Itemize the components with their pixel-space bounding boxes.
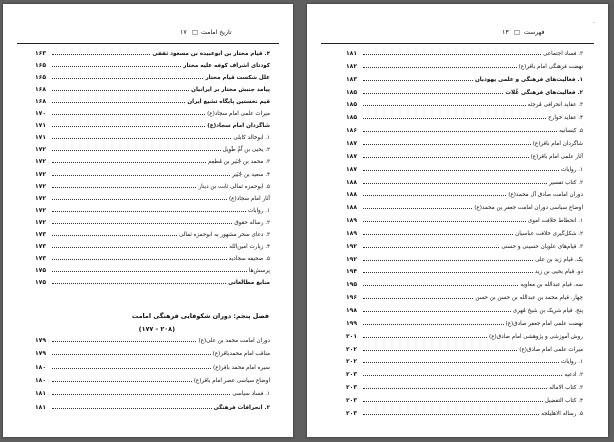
toc-entry bbox=[35, 168, 270, 178]
left-page bbox=[3, 4, 293, 437]
toc-entry bbox=[346, 343, 583, 353]
toc-entry-title: نهضت فرهنگی امام باقر(ع) bbox=[518, 63, 583, 70]
toc-entry bbox=[346, 330, 583, 340]
toc-page-number: ۱۶۸ bbox=[35, 86, 46, 94]
toc-page-number: ۱۸۸ bbox=[346, 191, 357, 199]
dot-leader bbox=[363, 311, 511, 312]
toc-entry bbox=[346, 317, 583, 327]
dot-leader bbox=[52, 283, 226, 284]
toc-entry-title: شاگردان امام باقر(ع) bbox=[532, 140, 583, 147]
toc-entry bbox=[35, 47, 270, 57]
toc-entry bbox=[35, 192, 270, 202]
dot-leader bbox=[363, 234, 513, 235]
right-page bbox=[307, 4, 608, 437]
dot-leader bbox=[52, 354, 211, 355]
toc-page-number: ۱۸۷ bbox=[346, 139, 357, 147]
toc-entry bbox=[346, 304, 583, 314]
page-header bbox=[17, 29, 279, 41]
toc-page-number: ۱۸۹ bbox=[346, 229, 357, 237]
toc-entry-title: ۴. کتاب التفضیل bbox=[544, 397, 583, 404]
toc-page-number: ۱۸۲ bbox=[346, 62, 357, 70]
toc-entry-title: مناقب امام محمدباقر(ع) bbox=[212, 351, 270, 358]
toc-page-number: ۱۶۳ bbox=[35, 50, 46, 57]
toc-page-number: ۱۷۲ bbox=[35, 182, 46, 190]
toc-entry bbox=[346, 394, 583, 404]
toc-entry bbox=[35, 143, 270, 153]
toc-entry bbox=[35, 180, 270, 190]
toc-page-number: ۱۸۵ bbox=[346, 114, 357, 122]
toc-entry bbox=[346, 137, 583, 147]
toc-entry bbox=[346, 355, 583, 365]
toc-page-number: ۱۷۵ bbox=[35, 266, 46, 274]
header-rule bbox=[17, 43, 279, 44]
toc-entry bbox=[35, 59, 270, 69]
toc-entry bbox=[346, 381, 583, 391]
dot-leader bbox=[52, 126, 205, 127]
toc-entry-title: ۳. عقاید انحرافی مُرجئه bbox=[527, 102, 583, 109]
toc-entry-title: ۴. عقاید خوارج bbox=[548, 115, 583, 122]
toc-entry bbox=[35, 204, 270, 214]
dot-leader bbox=[52, 381, 192, 382]
toc-page-number: ۱۶۵ bbox=[35, 74, 46, 82]
toc-entry-title: ۲. یحیی بن اُمِّ طَوِیل bbox=[222, 147, 270, 154]
toc-page-number: ۲۰۲ bbox=[346, 345, 357, 353]
dot-leader bbox=[52, 175, 230, 176]
toc-entry-title: ۴. سعید بن جُبَیر bbox=[232, 171, 270, 178]
toc-entry-title: ۱. فعالیت‌های فرهنگی و علمی یهودیان bbox=[475, 76, 583, 83]
dot-leader bbox=[363, 118, 546, 119]
toc-entry-title: ۲. انحرافات فرهنگی bbox=[213, 404, 270, 411]
toc-page-number: ۱۸۶ bbox=[346, 127, 357, 135]
toc-page-number: ۱۷۱ bbox=[35, 134, 46, 142]
toc-entry-title: ۲. ادعیه bbox=[564, 372, 583, 379]
toc-page-number: ۲۰۲ bbox=[346, 358, 357, 366]
toc-entry-title: منابع مطالعاتی bbox=[228, 279, 270, 286]
toc-entry-title: ۲. رساله حقوق bbox=[234, 219, 270, 226]
toc-entry bbox=[35, 131, 270, 141]
toc-entry-title: ۱. روایات bbox=[560, 359, 583, 366]
dot-leader bbox=[363, 260, 533, 261]
toc-page-number: ۱۷۲ bbox=[35, 194, 46, 202]
toc-page-number: ۱۹۴ bbox=[346, 268, 357, 276]
dot-leader bbox=[52, 199, 227, 200]
header-square-icon: □ bbox=[192, 29, 198, 36]
dot-leader bbox=[363, 105, 526, 106]
toc-entry-title: آثار امام سجاد(ع) bbox=[229, 195, 270, 202]
dot-leader bbox=[52, 408, 212, 409]
dot-leader bbox=[52, 138, 231, 139]
toc-entry bbox=[346, 214, 583, 224]
dot-leader bbox=[363, 144, 531, 145]
toc-entry bbox=[346, 253, 583, 263]
toc-page-number: ۱۸۸ bbox=[346, 178, 357, 186]
toc-entry-title: پرسش‌ها bbox=[248, 267, 270, 274]
toc-page-number: ۱۸۳ bbox=[346, 75, 357, 83]
toc-entry-title: ۲. کتاب تفسیر bbox=[549, 179, 583, 186]
toc-entry-title: یک. قیام زید بن علی bbox=[535, 256, 583, 263]
toc-entry bbox=[346, 368, 583, 378]
dot-leader bbox=[52, 259, 227, 260]
page-mark: · bbox=[593, 20, 595, 27]
toc-entry-title: دو. قیام یحیی بن زید bbox=[534, 269, 583, 276]
toc-entry bbox=[346, 240, 583, 250]
toc-page-number: ۱۹۶ bbox=[346, 294, 357, 302]
toc-entry-title: ۱. ابوخالد کابلی bbox=[233, 135, 270, 142]
toc-entry-title: ۵. کیسانیه bbox=[559, 128, 583, 135]
toc-entry bbox=[35, 155, 270, 165]
dot-leader bbox=[363, 401, 543, 402]
toc-page-number: ۲۰۳ bbox=[346, 384, 357, 392]
toc-entry bbox=[346, 111, 583, 121]
header-page-number: ۱۳ bbox=[502, 29, 509, 36]
toc-page-number: ۱۷۲ bbox=[35, 158, 46, 166]
toc-page-number: ۲۰۳ bbox=[346, 396, 357, 404]
dot-leader bbox=[363, 247, 499, 248]
toc-entry-title: ۳. قیام‌های علویان حسینی و حسنی bbox=[501, 243, 583, 250]
toc-entry bbox=[346, 188, 583, 198]
toc-entry-title: نهضت علمی امام جعفر صادق(ع) bbox=[505, 320, 583, 327]
toc-page-number: ۱۷۱ bbox=[35, 122, 46, 130]
header-square-icon: □ bbox=[514, 29, 520, 36]
toc-entry bbox=[346, 265, 583, 275]
toc-entry-title: کودتای اشراف کوفه علیه مختار bbox=[183, 63, 270, 70]
toc-entry bbox=[35, 240, 270, 250]
dot-leader bbox=[363, 350, 517, 351]
toc-entry bbox=[346, 86, 583, 96]
toc-page-number: ۱۹۸ bbox=[346, 307, 357, 314]
toc-entry-title: اوضاع سیاسی عصر امام باقر(ع) bbox=[193, 377, 270, 384]
toc-entry-title: علل شکست قیام مختار bbox=[205, 75, 270, 82]
toc-entry bbox=[35, 71, 270, 81]
toc-entry bbox=[35, 95, 270, 105]
toc-entry-title: ۵. صحیفه سجادیه bbox=[228, 255, 270, 262]
dot-leader bbox=[363, 183, 547, 184]
dot-leader bbox=[363, 221, 526, 222]
toc-page-number: ۱۸۵ bbox=[346, 88, 357, 96]
toc-entry-title: ۵. رساله الاهلیلجه bbox=[541, 410, 583, 417]
toc-entry-title: دوران امامت صادق آل محمد(ع) bbox=[508, 192, 583, 199]
toc-entry-title: میراث علمی امام سجاد(ع) bbox=[207, 111, 270, 118]
dot-leader bbox=[52, 66, 181, 67]
dot-leader bbox=[52, 247, 227, 248]
dot-leader bbox=[363, 272, 533, 273]
dot-leader bbox=[52, 341, 196, 342]
page-header bbox=[321, 29, 594, 41]
toc-entry-title: دوران امامت محمد بن علی(ع) bbox=[198, 338, 270, 344]
dot-leader bbox=[363, 285, 518, 286]
toc-page-number: ۱۹۵ bbox=[346, 281, 357, 289]
dot-leader bbox=[52, 54, 150, 55]
toc-entry bbox=[346, 60, 583, 70]
toc-page-number: ۱۷۰ bbox=[35, 110, 46, 118]
toc-entry bbox=[346, 407, 583, 417]
dot-leader bbox=[52, 114, 205, 115]
toc-entry bbox=[346, 291, 583, 301]
dot-leader bbox=[363, 337, 487, 338]
toc-entry bbox=[35, 252, 270, 262]
toc-page-number: ۱۷۲ bbox=[35, 146, 46, 154]
toc-page-number: ۱۸۱ bbox=[35, 403, 46, 411]
dot-leader bbox=[363, 131, 557, 132]
dot-leader bbox=[52, 162, 206, 163]
dot-leader bbox=[52, 368, 211, 369]
dot-leader bbox=[363, 388, 547, 389]
toc-entry-title: سیره امام محمد باقر(ع) bbox=[213, 364, 270, 371]
dot-leader bbox=[52, 271, 247, 272]
toc-entry bbox=[35, 216, 270, 226]
dot-leader bbox=[363, 208, 472, 209]
toc-entry-title: ۵. ابوحمزه ثمالی ثابت بن دینار bbox=[198, 183, 270, 190]
toc-page-number: ۱۸۰ bbox=[35, 363, 46, 371]
toc-entry-title: ۳. دعای سحر مشهور به ابوحمزه ثمالی bbox=[178, 231, 270, 238]
dot-leader bbox=[52, 187, 196, 188]
toc-page-number: ۱۸۷ bbox=[346, 165, 357, 173]
toc-page-number: ۲۰۳ bbox=[346, 371, 357, 379]
toc-page-number: ۱۷۳ bbox=[35, 242, 46, 250]
toc-page-number: ۱۹۲ bbox=[346, 255, 357, 263]
dot-leader bbox=[363, 67, 517, 68]
toc-entry-title: ۴. زیارت امین‌الله bbox=[229, 243, 270, 250]
toc-entry-title: ۳. فساد اجتماعی bbox=[543, 51, 583, 57]
toc-entry-title: چهار. قیام محمد بن عبدالله بن حسن بن حسن bbox=[475, 295, 583, 302]
toc-page-number: ۱۶۵ bbox=[35, 62, 46, 70]
toc-entry bbox=[35, 347, 270, 357]
toc-entry bbox=[35, 119, 270, 129]
toc-entry-title: قیم نخستین پایگاه تشیع ایران bbox=[187, 99, 270, 106]
toc-entry bbox=[346, 227, 583, 237]
toc-page-number: ۲۰۱ bbox=[346, 332, 357, 340]
header-title: فهرست bbox=[524, 29, 545, 36]
toc-entry bbox=[346, 73, 583, 83]
toc-page-number: ۱۷۲ bbox=[35, 218, 46, 226]
dot-leader bbox=[363, 375, 562, 376]
dot-leader bbox=[52, 90, 189, 91]
toc-entry bbox=[35, 107, 270, 117]
toc-entry-title: پیامد جنبش مختار بر ایرانیان bbox=[191, 87, 270, 94]
toc-entry bbox=[35, 374, 270, 384]
toc-page-number: ۱۷۳ bbox=[35, 254, 46, 262]
dot-leader bbox=[363, 93, 503, 94]
toc-page-number: ۲۰۳ bbox=[346, 409, 357, 417]
toc-entry-title: پنج. قیام شریک بن شیخ مُهری bbox=[512, 308, 583, 314]
toc-page-number: ۱۸۵ bbox=[346, 101, 357, 109]
toc-page-number: ۱۷۳ bbox=[35, 230, 46, 238]
dot-leader bbox=[52, 78, 203, 79]
toc-entry-title: شاگردان امام سجاد(ع) bbox=[207, 123, 270, 130]
toc-entry bbox=[35, 264, 270, 274]
toc-entry bbox=[35, 276, 270, 286]
toc-page-number: ۱۷۲ bbox=[35, 206, 46, 214]
toc-entry bbox=[346, 47, 583, 57]
dot-leader bbox=[363, 362, 559, 363]
toc-page-number: ۱۹۲ bbox=[346, 242, 357, 250]
toc-entry bbox=[35, 401, 270, 411]
toc-entry-title: ۳. محمد بن جُبَیر بن مُطعِم bbox=[207, 159, 270, 166]
toc-entry-title: ۳. کتاب الاماله bbox=[549, 385, 583, 392]
toc-entry-title: ۲. فعالیت‌های فرهنگی غُلات bbox=[505, 89, 583, 96]
toc-page-number: ۱۶۸ bbox=[35, 98, 46, 106]
chapter-dates: (۲۰۸ - ۱۷۷) bbox=[138, 325, 175, 333]
chapter-title: فصل پنجم: دوران شکوفایی فرهنگی امامت bbox=[131, 312, 269, 320]
toc-entry bbox=[35, 387, 270, 397]
dot-leader bbox=[52, 223, 232, 224]
toc-entry bbox=[346, 150, 583, 160]
toc-page-number: ۱۹۹ bbox=[346, 319, 357, 327]
dot-leader bbox=[363, 157, 529, 158]
toc-entry-title: ۱. روایات bbox=[247, 207, 270, 214]
toc-entry bbox=[346, 98, 583, 108]
toc-page-number: ۱۷۹ bbox=[35, 350, 46, 358]
dot-leader bbox=[363, 324, 504, 325]
dot-leader bbox=[363, 170, 559, 171]
toc-page-number: ۱۷۵ bbox=[35, 278, 46, 286]
header-title: تاریخ امامت bbox=[201, 29, 232, 36]
dot-leader bbox=[52, 394, 230, 395]
toc-page-number: ۱۷۲ bbox=[35, 170, 46, 178]
toc-entry bbox=[346, 124, 583, 134]
header-page-number: ۱۷ bbox=[180, 29, 187, 36]
toc-page-number: ۱۷۹ bbox=[35, 337, 46, 344]
toc-entry-title: روش آموزشی و پژوهشی امام صادق(ع) bbox=[489, 333, 583, 340]
dot-leader bbox=[52, 102, 185, 103]
dot-leader bbox=[363, 195, 506, 196]
toc-entry bbox=[346, 163, 583, 173]
toc-entry bbox=[35, 361, 270, 371]
toc-entry-title: میراث علمی امام صادق(ع) bbox=[519, 346, 583, 353]
toc-page-number: ۱۸۰ bbox=[35, 376, 46, 384]
toc-page-number: ۱۸۱ bbox=[346, 50, 357, 57]
toc-entry bbox=[35, 83, 270, 93]
dot-leader bbox=[52, 211, 246, 212]
header-rule bbox=[321, 43, 594, 44]
toc-entry bbox=[346, 176, 583, 186]
toc-entry-title: ۱. فساد سیاسی bbox=[232, 391, 270, 398]
toc-entry-title: سه. قیام عبدالله بن معاویه bbox=[520, 282, 583, 289]
toc-entry bbox=[346, 278, 583, 288]
dot-leader bbox=[52, 150, 221, 151]
dot-leader bbox=[52, 235, 177, 236]
toc-page-number: ۱۸۷ bbox=[346, 152, 357, 160]
toc-entry bbox=[346, 201, 583, 211]
toc-entry-title: ۱. روایات bbox=[560, 166, 583, 173]
toc-entry-title: ۲. شکل‌گیری خلافت عباسیان bbox=[515, 230, 583, 237]
toc-page-number: ۱۸۱ bbox=[35, 390, 46, 398]
toc-entry-title: اوضاع سیاسی دوران امامت جعفر بن محمد(ع) bbox=[474, 205, 583, 212]
toc-entry-title: آثار علمی امام باقر(ع) bbox=[530, 153, 583, 160]
toc-entry-title: ۴. قیام مختار بن ابوعبیدة بن مسعود ثقفی bbox=[152, 51, 270, 57]
dot-leader bbox=[363, 414, 539, 415]
toc-page-number: ۱۸۹ bbox=[346, 217, 357, 225]
toc-entry bbox=[35, 334, 270, 344]
dot-leader bbox=[363, 54, 541, 55]
dot-leader bbox=[363, 298, 473, 299]
toc-page-number: ۱۸۸ bbox=[346, 204, 357, 212]
toc-entry-title: ۱. انحطاط خلافت اموی bbox=[527, 218, 583, 225]
toc-entry bbox=[35, 228, 270, 238]
dot-leader bbox=[363, 80, 473, 81]
